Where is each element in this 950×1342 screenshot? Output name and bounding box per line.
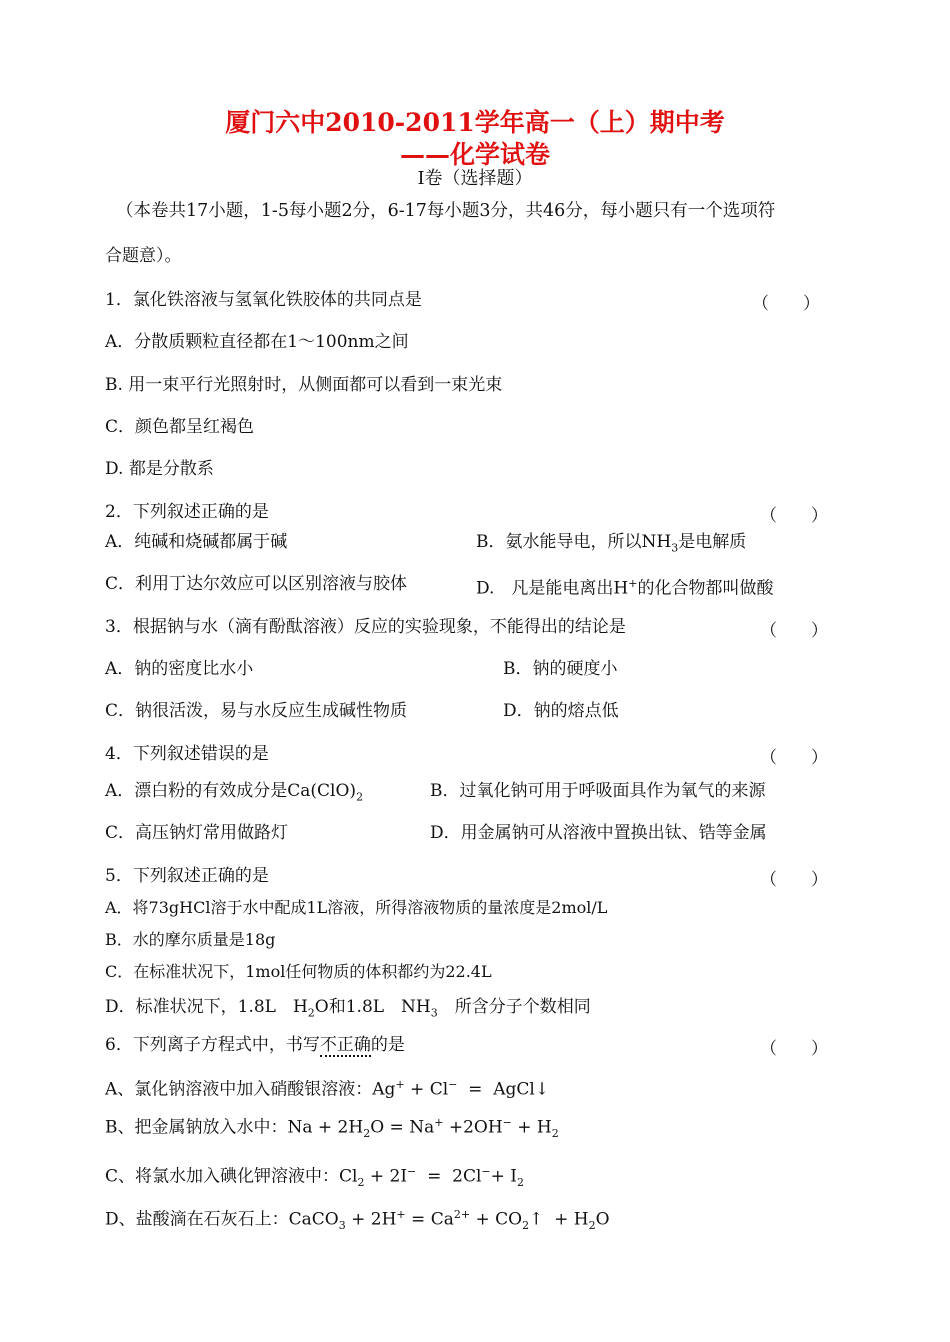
- question-4-option-d: D．用金属钠可从溶液中置换出钛、锆等金属: [430, 823, 767, 843]
- instructions-line-2: 合题意）。: [105, 246, 182, 266]
- emphasis-text: 不正确: [319, 1035, 371, 1055]
- question-4-stem: 4．下列叙述错误的是: [105, 744, 269, 764]
- question-1-answer-blank: （ ）: [752, 294, 820, 314]
- question-6-stem: 6．下列离子方程式中，书写不正确的是: [105, 1035, 405, 1055]
- question-4-answer-blank: （ ）: [760, 748, 828, 768]
- exam-subtitle: ——化学试卷: [399, 140, 550, 169]
- question-1-stem: 1．氯化铁溶液与氢氧化铁胶体的共同点是: [105, 290, 422, 310]
- question-6-option-c: C、将氯水加入碘化钾溶液中：$Cl_2 + 2I^- = 2Cl^-+ I_2$: [105, 1165, 524, 1190]
- question-3-option-d: D．钠的熔点低: [503, 701, 619, 721]
- exam-title: 厦门六中2010-2011学年高一（上）期中考: [225, 108, 725, 137]
- question-6-answer-blank: （ ）: [760, 1039, 828, 1059]
- question-6-option-b: B、把金属钠放入水中：$Na + 2H_2O = Na^+ +2OH^- + H_2$: [105, 1116, 559, 1141]
- instructions-line-1: （本卷共17小题，1-5每小题2分，6-17每小题3分，共46分，每小题只有一个选项符: [116, 201, 776, 221]
- question-2-answer-blank: （ ）: [760, 506, 828, 526]
- question-5-option-b: B．水的摩尔质量是18g: [105, 930, 276, 949]
- question-5-option-d: D．标准状况下，1.8L $H_2O$和1.8L $NH_3$ 所含分子个数相同: [105, 997, 591, 1020]
- section-heading: Ⅰ卷（选择题）: [417, 168, 533, 189]
- question-4-option-b: B．过氧化钠可用于呼吸面具作为氧气的来源: [430, 781, 766, 801]
- question-3-answer-blank: （ ）: [760, 621, 828, 641]
- question-2-stem: 2．下列叙述正确的是: [105, 502, 269, 522]
- question-1-option-c: C．颜色都呈红褐色: [105, 417, 255, 437]
- question-4-option-a: A．漂白粉的有效成分是$Ca(ClO)_2$: [105, 781, 364, 804]
- question-1-option-a: A．分散质颗粒直径都在1～100nm之间: [105, 332, 409, 352]
- question-2-option-b: B．氨水能导电，所以$NH_3$是电解质: [476, 532, 747, 555]
- question-1-option-b: B. 用一束平行光照射时，从侧面都可以看到一束光束: [105, 375, 503, 395]
- question-6-option-a: A、氯化钠溶液中加入硝酸银溶液：Ag+ + Cl− = AgCl↓: [105, 1078, 550, 1100]
- question-3-option-a: A．钠的密度比水小: [105, 659, 254, 679]
- question-6-option-d: D、盐酸滴在石灰石上：CaCO$_3$ + $2H^+ = Ca^{2+}$ + $CO_2↑ + H_2O$: [105, 1208, 610, 1233]
- question-2-option-a: A．纯碱和烧碱都属于碱: [105, 532, 288, 552]
- question-3-stem: 3．根据钠与水（滴有酚酞溶液）反应的实验现象，不能得出的结论是: [105, 617, 626, 637]
- question-5-answer-blank: （ ）: [760, 870, 828, 890]
- question-4-option-c: C．高压钠灯常用做路灯: [105, 823, 289, 843]
- question-5-stem: 5．下列叙述正确的是: [105, 866, 269, 886]
- question-5-option-c: C．在标准状况下，1mol任何物质的体积都约为22.4L: [105, 962, 492, 981]
- question-2-option-c: C．利用丁达尔效应可以区别溶液与胶体: [105, 574, 408, 594]
- question-2-option-d: D. 凡是能电离出H+的化合物都叫做酸: [476, 577, 774, 599]
- precipitate-arrow-icon: ↓: [534, 1079, 550, 1100]
- question-3-option-c: C．钠很活泼，易与水反应生成碱性物质: [105, 701, 408, 721]
- question-1-option-d: D. 都是分散系: [105, 459, 214, 479]
- gas-arrow-icon: ↑: [529, 1209, 544, 1230]
- question-3-option-b: B．钠的硬度小: [503, 659, 618, 679]
- question-5-option-a: A．将73gHCl溶于水中配成1L溶液，所得溶液物质的量浓度是2mol/L: [105, 898, 608, 917]
